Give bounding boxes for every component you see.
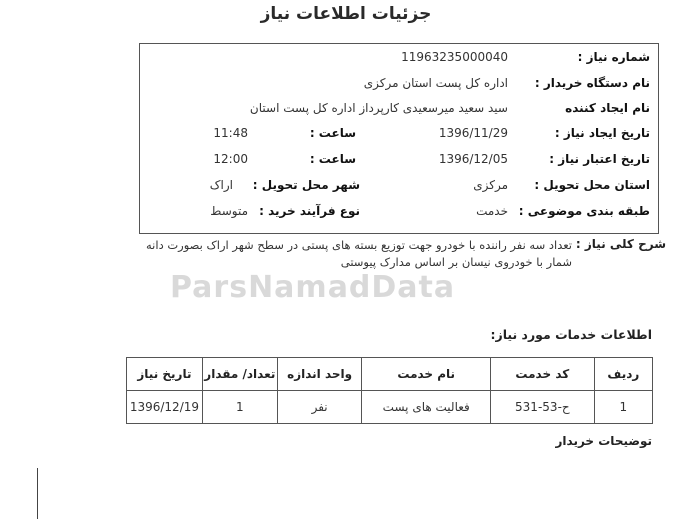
cell-service-code: ح-53-531 bbox=[490, 391, 594, 424]
city-label: شهر محل تحویل : bbox=[252, 178, 360, 192]
buyer-org-value: اداره کل پست استان مرکزی bbox=[363, 76, 508, 90]
header-service-code: کد خدمت bbox=[490, 358, 594, 391]
process-label: نوع فرآیند خرید : bbox=[259, 204, 360, 218]
created-time-label: ساعت : bbox=[309, 126, 356, 140]
cell-service-name: فعالیت های پست bbox=[362, 391, 491, 424]
created-date-label: تاریخ ایجاد نیاز : bbox=[554, 126, 650, 140]
header-unit: واحد اندازه bbox=[277, 358, 362, 391]
header-row-number: ردیف bbox=[594, 358, 652, 391]
table-header-row bbox=[127, 358, 653, 391]
header-need-date: تاریخ نیاز bbox=[127, 358, 203, 391]
process-value: متوسط bbox=[210, 204, 248, 218]
divider bbox=[37, 468, 38, 519]
valid-date-value: 1396/12/05 bbox=[438, 152, 508, 166]
page-title: جزئیات اطلاعات نیاز bbox=[260, 4, 432, 24]
description-text: تعداد سه نفر راننده با خودرو جهت توزیع بسته های پستی در سطح شهر اراک بصورت دانه شمار با خودروی نیسان بر اساس مدارک پیوستی bbox=[146, 238, 572, 269]
need-number-value: 11963235000040 bbox=[401, 50, 508, 64]
city-value: اراک bbox=[209, 178, 233, 192]
valid-time-label: ساعت : bbox=[309, 152, 356, 166]
creator-label: نام ایجاد کننده bbox=[565, 101, 650, 115]
services-title: اطلاعات خدمات مورد نیاز: bbox=[490, 327, 652, 342]
valid-date-label: تاریخ اعتبار نیاز : bbox=[549, 152, 650, 166]
need-number-label: شماره نیاز : bbox=[577, 50, 650, 64]
buyer-notes-label: توضیحات خریدار bbox=[555, 434, 652, 448]
cell-row-number: 1 bbox=[594, 391, 652, 424]
watermark: ParsNamadData bbox=[170, 270, 456, 305]
services-table bbox=[126, 357, 653, 424]
table-row bbox=[127, 391, 653, 424]
created-time-value: 11:48 bbox=[213, 126, 248, 140]
header-service-name: نام خدمت bbox=[362, 358, 491, 391]
province-label: استان محل تحویل : bbox=[534, 178, 650, 192]
creator-value: سید سعید میرسعیدی کارپرداز اداره کل پست استان bbox=[249, 101, 508, 115]
description-label: شرح کلی نیاز : bbox=[575, 237, 666, 251]
valid-time-value: 12:00 bbox=[213, 152, 248, 166]
category-value: خدمت bbox=[476, 204, 508, 218]
cell-quantity: 1 bbox=[202, 391, 277, 424]
header-quantity: تعداد/ مقدار bbox=[202, 358, 277, 391]
cell-need-date: 1396/12/19 bbox=[127, 391, 203, 424]
province-value: مرکزی bbox=[473, 178, 508, 192]
buyer-org-label: نام دستگاه خریدار : bbox=[534, 76, 650, 90]
created-date-value: 1396/11/29 bbox=[438, 126, 508, 140]
category-label: طبقه بندی موضوعی : bbox=[518, 204, 650, 218]
need-info-box bbox=[139, 43, 659, 234]
cell-unit: نفر bbox=[277, 391, 362, 424]
